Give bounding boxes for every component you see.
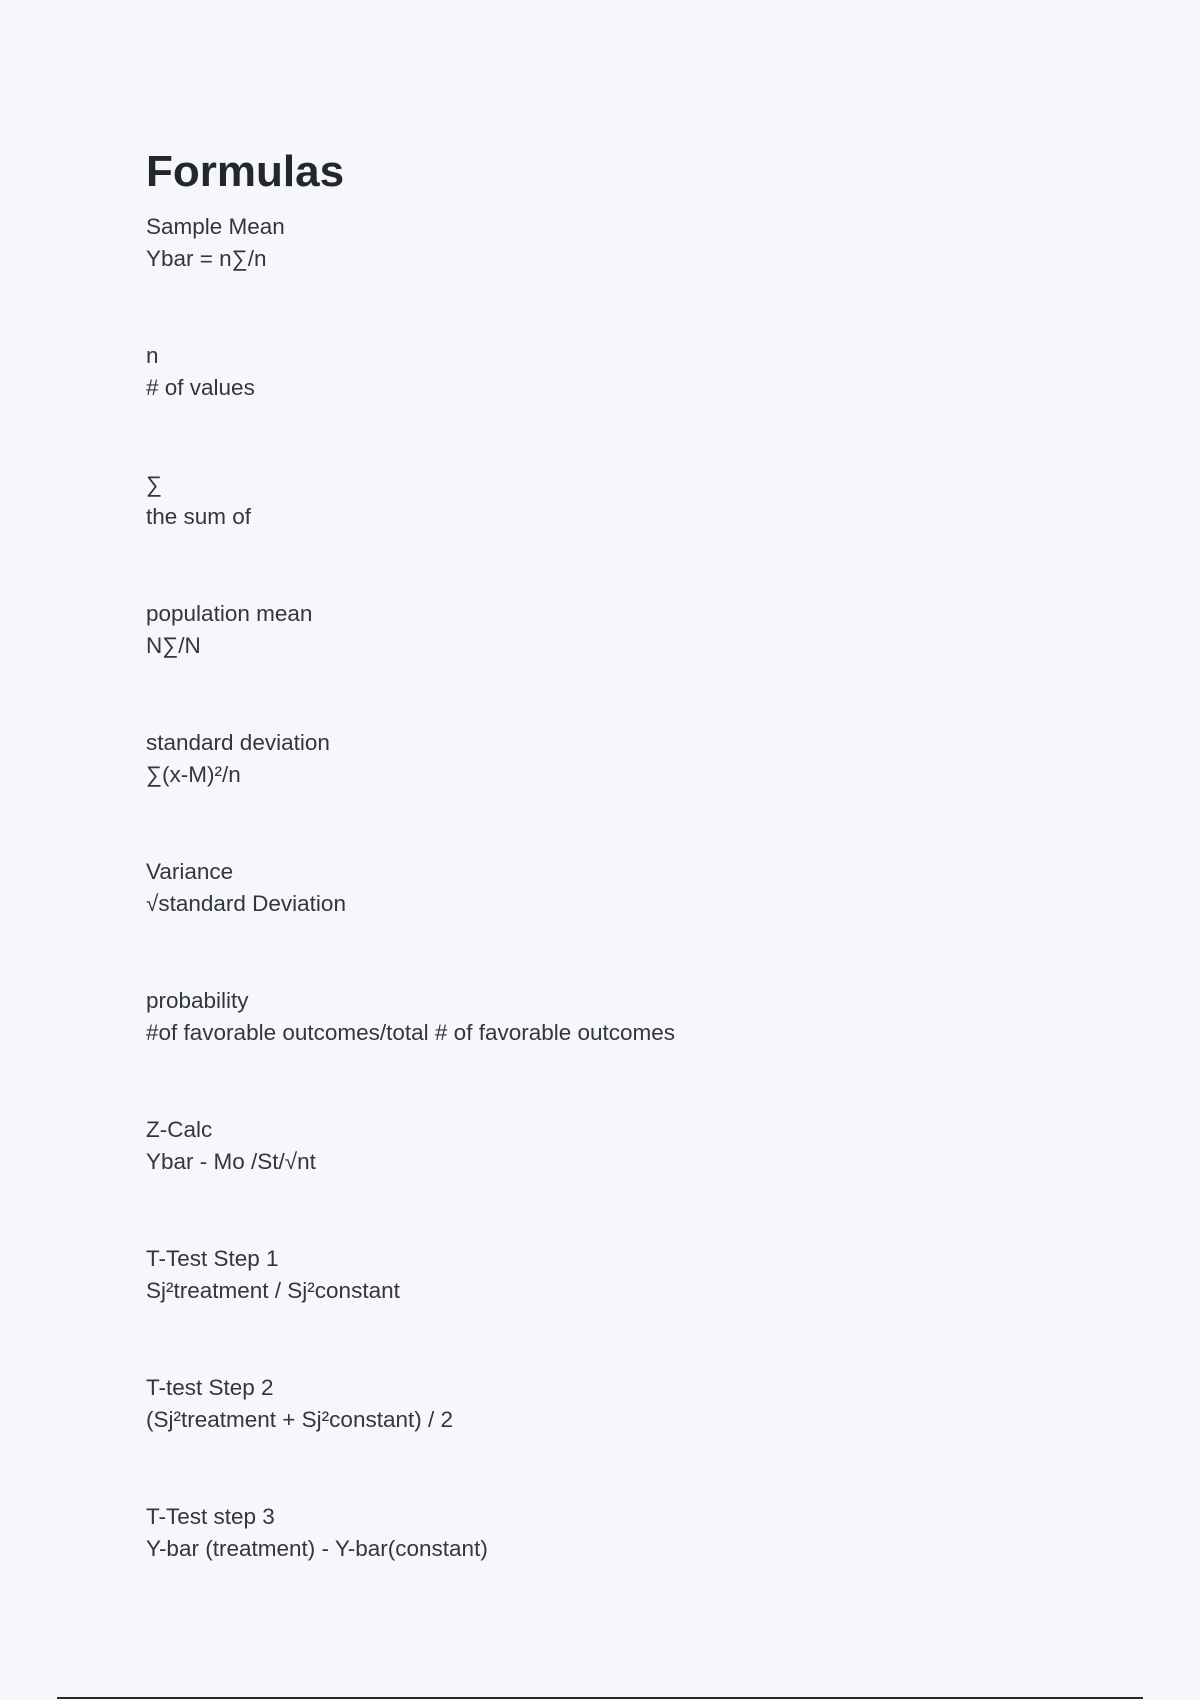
formula-entry-standard-deviation xyxy=(146,727,1126,856)
formula-term: T-test Step 2 xyxy=(146,1375,274,1400)
formula-definition: #of favorable outcomes/total # of favorable outcomes xyxy=(146,1020,676,1045)
formula-definition: N∑/N xyxy=(146,633,201,658)
formula-definition: the sum of xyxy=(146,504,252,529)
page-title: Formulas xyxy=(146,147,345,196)
formula-term: standard deviation xyxy=(146,730,330,755)
formula-entry-sum xyxy=(146,469,1126,598)
formula-term: ∑ xyxy=(146,472,163,497)
formula-entry-probability xyxy=(146,985,1126,1114)
formula-definition: √standard Deviation xyxy=(146,891,346,916)
formula-definition: ∑(x-M)²/n xyxy=(146,762,241,787)
formula-entry-n xyxy=(146,340,1126,469)
document-page xyxy=(146,146,1126,1630)
formula-term: T-Test step 3 xyxy=(146,1504,275,1529)
formula-term: Z-Calc xyxy=(146,1117,213,1142)
formula-entry-t-test-step-1 xyxy=(146,1243,1126,1372)
formula-definition: Ybar - Mo /St/√nt xyxy=(146,1149,316,1174)
formula-definition: (Sj²treatment + Sj²constant) / 2 xyxy=(146,1407,453,1432)
formula-definition: # of values xyxy=(146,375,255,400)
formula-term: population mean xyxy=(146,601,313,626)
formula-term: n xyxy=(146,343,159,368)
formula-term: probability xyxy=(146,988,249,1013)
formula-term: T-Test Step 1 xyxy=(146,1246,279,1271)
formula-entry-sample-mean xyxy=(146,211,1126,340)
formula-entry-z-calc xyxy=(146,1114,1126,1243)
formula-entry-t-test-step-2 xyxy=(146,1372,1126,1501)
formula-term: Variance xyxy=(146,859,234,884)
formula-entry-variance xyxy=(146,856,1126,985)
formula-definition: Sj²treatment / Sj²constant xyxy=(146,1278,400,1303)
bottom-divider xyxy=(57,1697,1143,1699)
formula-term: Sample Mean xyxy=(146,214,285,239)
formula-entry-population-mean xyxy=(146,598,1126,727)
formula-definition: Ybar = n∑/n xyxy=(146,246,267,271)
formula-definition: Y-bar (treatment) - Y-bar(constant) xyxy=(146,1536,488,1561)
formula-list xyxy=(146,211,1126,1630)
formula-entry-t-test-step-3 xyxy=(146,1501,1126,1630)
